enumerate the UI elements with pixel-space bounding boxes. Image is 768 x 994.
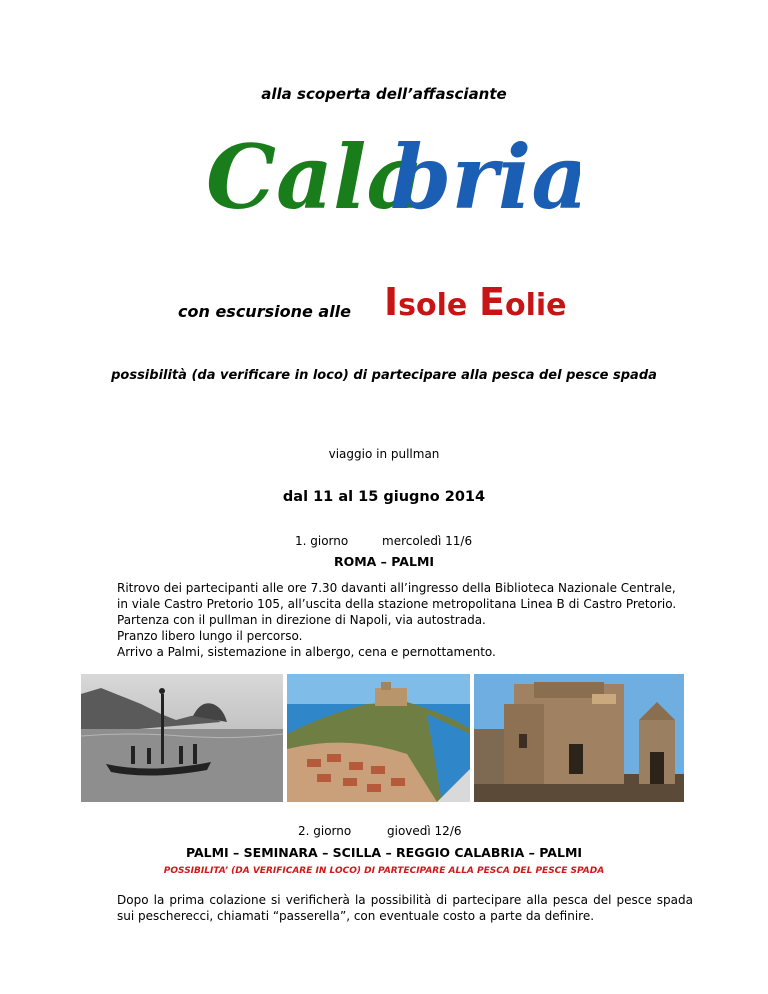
day1-line: Arrivo a Palmi, sistemazione in albergo, cena e pernottamento. [117, 645, 496, 659]
brand-part-blue: bria [390, 125, 580, 229]
day2-notice: POSSIBILITA’ (DA VERIFICARE IN LOCO) DI PARTECIPARE ALLA PESCA DEL PESCE SPADA [163, 866, 605, 876]
day1-line: Partenza con il pullman in direzione di Napoli, via autostrada. [117, 613, 486, 627]
photo-scilla [287, 674, 470, 802]
brand-title-graphic [200, 118, 580, 238]
isole-word: Isole [384, 280, 468, 324]
day1-route: ROMA – PALMI [333, 554, 435, 569]
day2-line: Dopo la prima colazione si verificherà la possibilità di partecipare alla pesca del pesce spada sui pescherecci, chiamati “passerella”, con eventuale costo a parte da definire. [117, 893, 693, 923]
photo-swordfish-boat [81, 674, 283, 802]
day1-number: 1. giorno [295, 534, 349, 548]
day1-line: Pranzo libero lungo il percorso. [117, 629, 303, 643]
trip-dates: dal 11 al 15 giugno 2014 [282, 489, 486, 505]
intro-text: alla scoperta dell’affasciante [261, 85, 507, 103]
brand-title [200, 118, 580, 238]
eolie-word: Eolie [479, 280, 567, 324]
brand-part-green: Cala [206, 125, 424, 229]
photo-strip [81, 674, 684, 802]
excursion-prefix: con escursione alle [178, 302, 352, 321]
day1-description [117, 580, 677, 660]
day2-route: PALMI – SEMINARA – SCILLA – REGGIO CALABRIA – PALMI [185, 845, 583, 860]
day2-description [117, 892, 693, 924]
day2-date: giovedì 12/6 [387, 824, 462, 838]
excursion-line [178, 278, 598, 328]
transport-text: viaggio in pullman [328, 447, 440, 461]
possibility-note: possibilità (da verificare in loco) di partecipare alla pesca del pesce spada [111, 368, 657, 383]
day1-line: Ritrovo dei partecipanti alle ore 7.30 davanti all’ingresso della Biblioteca Nazionale Centrale, in viale Castro Pretorio 105, all’uscita della stazione metropolitana Linea B di Castro Pretorio. [117, 581, 677, 611]
photo-seminara [474, 674, 684, 802]
day2-number: 2. giorno [298, 824, 352, 838]
day1-date: mercoledì 11/6 [382, 534, 473, 548]
